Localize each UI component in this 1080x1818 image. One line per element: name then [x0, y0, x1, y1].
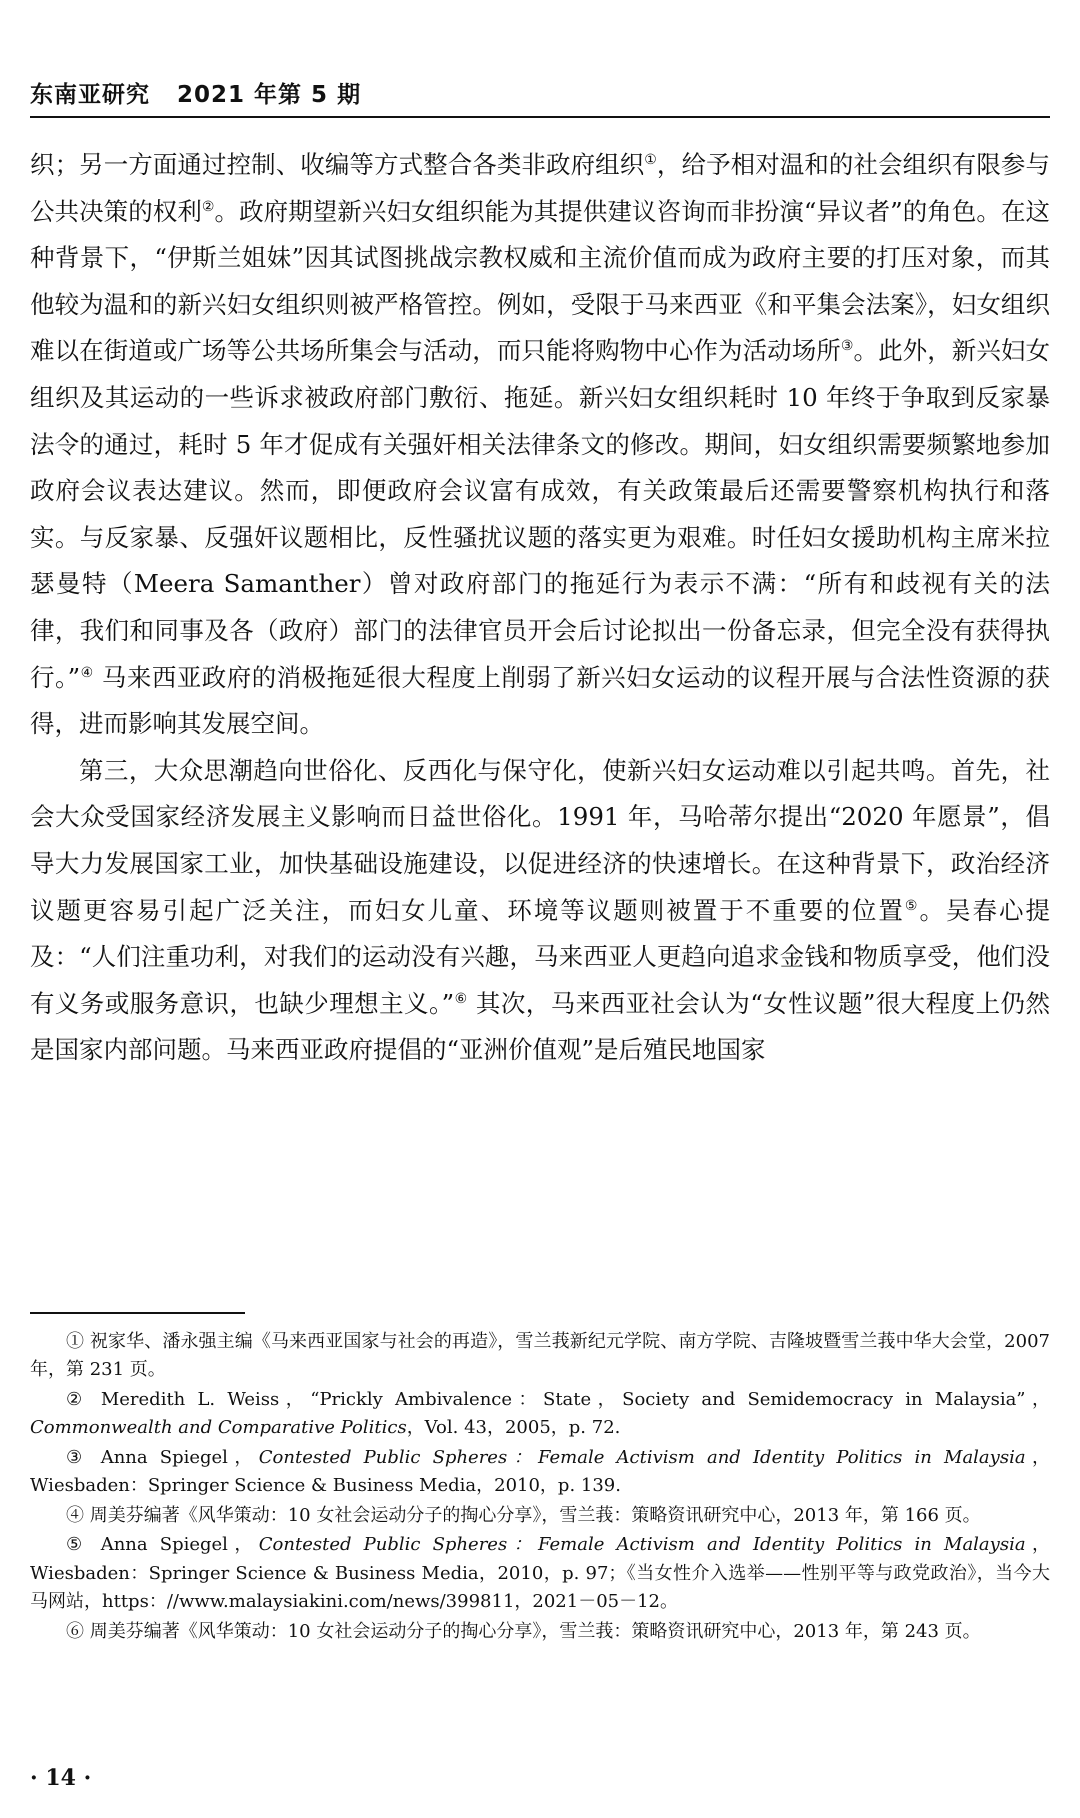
page-number: · 14 · — [30, 1765, 92, 1791]
footnote-marker-1[interactable]: ① — [644, 151, 657, 168]
text-run: 。政府期望新兴妇女组织能为其提供建议咨询而非扮演“异议者”的角色。在这种背景下，“伊斯兰姐妹”因其试图挑战宗教权威和主流价值而成为政府主要的打压对象，而其他较为温和的新兴妇女组织则被严格管控。例如，受限于马来西亚《和平集会法案》，妇女组织难以在街道或广场等公共场所集会与活动，而只能将购物中心作为活动场所 — [30, 196, 1050, 366]
footnote-marker-2[interactable]: ② — [201, 198, 215, 215]
text-run: ⑤ Anna Spiegel， — [66, 1534, 259, 1556]
text-run: 其次，马来西亚社会认为“女性议题”很大程度上仍然是国家内部问题。马来西亚政府提倡的“亚洲价值观”是后殖民地国家 — [30, 988, 1050, 1065]
text-run: ③ Anna Spiegel， — [66, 1446, 259, 1468]
journal-name: 东南亚研究 — [30, 82, 150, 108]
running-header — [30, 76, 1050, 114]
text-run: 。此外，新兴妇女组织及其运动的一些诉求被政府部门敷衍、拖延。新兴妇女组织耗时 10 年终于争取到反家暴法令的通过，耗时 5 年才促成有关强奸相关法律条文的修改。期间，妇女组织需要频繁地参加政府会议表达建议。然而，即便政府会议富有成效，有关政策最后还需要警察机构执行和落实。与反家暴、反强奸议题相比，反性骚扰议题的落实更为艰难。时任妇女援助机构主席米拉瑟曼特（Meera Samanther）曾对政府部门的拖延行为表示不满：“所有和歧视有关的法律，我们和同事及各（政府）部门的法律官员开会后讨论拟出一份备忘录，但完全没有获得执行。” — [30, 336, 1051, 692]
footnote-2 — [30, 1386, 1050, 1442]
journal-title: Commonwealth and Comparative Politics — [30, 1417, 407, 1439]
issue-label: 2021 年第 5 期 — [177, 82, 362, 108]
footnote-4: ④ 周美芬编著《风华策动：10 女社会运动分子的掏心分享》，雪兰莪：策略资讯研究中心，2013 年，第 166 页。 — [66, 1504, 981, 1526]
footnotes — [30, 1328, 1050, 1647]
footnote-5 — [30, 1531, 1050, 1616]
paragraph-1 — [30, 142, 1050, 748]
text-run: 马来西亚政府的消极拖延很大程度上削弱了新兴妇女运动的议程开展与合法性资源的获得，进而影响其发展空间。 — [30, 662, 1050, 739]
text-run: ，Wiesbaden：Springer Science & Business Media，2010，p. 97；《当女性介入选举——性别平等与政党政治》，当今大马网站，https：//www.malaysiakini.com/news/399811，2021－05－12。 — [30, 1534, 1050, 1612]
text-run: ，Wiesbaden：Springer Science & Business Media，2010，p. 139. — [30, 1446, 1050, 1497]
footnote-marker-5[interactable]: ⑤ — [904, 897, 920, 914]
footnote-marker-4[interactable]: ④ — [80, 664, 94, 681]
text-run: ② Meredith L. Weiss，“Prickly Ambivalence：State，Society and Semidemocracy in Malaysia”， — [66, 1388, 1050, 1410]
footnote-marker-6[interactable]: ⑥ — [454, 990, 468, 1007]
text-run: 织；另一方面通过控制、收编等方式整合各类非政府组织 — [30, 150, 645, 179]
book-title: Contested Public Spheres：Female Activism and Identity Politics in Malaysia — [258, 1446, 1026, 1468]
paragraph-2 — [30, 748, 1050, 1074]
footnote-1: ① 祝家华、潘永强主编《马来西亚国家与社会的再造》，雪兰莪新纪元学院、南方学院、吉隆坡暨雪兰莪中华大会堂，2007 年，第 231 页。 — [30, 1331, 1050, 1381]
text-run: ，Vol. 43，2005，p. 72. — [406, 1417, 621, 1439]
footnote-rule — [30, 1312, 245, 1314]
footnote-3 — [30, 1444, 1050, 1500]
body-text — [30, 142, 1050, 1074]
text-run: 第三，大众思潮趋向世俗化、反西化与保守化，使新兴妇女运动难以引起共鸣。首先，社会大众受国家经济发展主义影响而日益世俗化。1991 年，马哈蒂尔提出“2020 年愿景”，倡导大力发展国家工业，加快基础设施建设，以促进经济的快速增长。在这种背景下，政治经济议题更容易引起广泛关注，而妇女儿童、环境等议题则被置于不重要的位置 — [30, 755, 1050, 925]
footnote-marker-3[interactable]: ③ — [840, 338, 854, 355]
footnote-6: ⑥ 周美芬编著《风华策动：10 女社会运动分子的掏心分享》，雪兰莪：策略资讯研究中心，2013 年，第 243 页。 — [66, 1620, 981, 1642]
text-run: 。吴春心提及：“人们注重功利，对我们的运动没有兴趣，马来西亚人更趋向追求金钱和物质享受，他们没有义务或服务意识，也缺少理想主义。” — [30, 895, 1050, 1018]
book-title: Contested Public Spheres：Female Activism and Identity Politics in Malaysia — [258, 1534, 1026, 1556]
text-run: ，给予相对温和的社会组织有限参与公共决策的权利 — [30, 150, 1050, 226]
header-rule — [30, 116, 1050, 118]
